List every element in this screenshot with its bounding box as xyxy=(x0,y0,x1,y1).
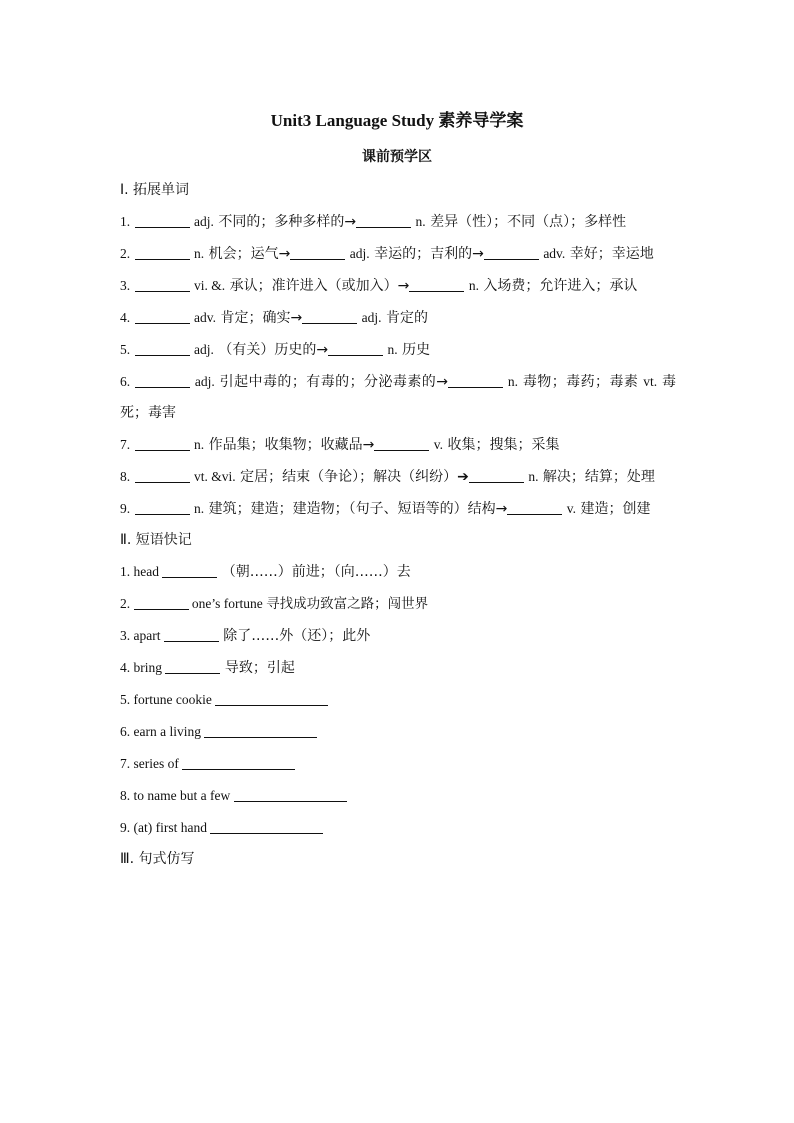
section-heading-sentences: Ⅲ. 句式仿写 xyxy=(120,851,195,867)
page-title: Unit3 Language Study 素养导学案 xyxy=(270,111,524,130)
answer-blank[interactable] xyxy=(135,468,190,483)
answer-blank[interactable] xyxy=(182,755,295,770)
answer-blank[interactable] xyxy=(374,436,429,451)
word-item-6: 6. adj. 引起中毒的；有毒的；分泌毒素的→ n. 毒物；毒药；毒素 vt. 毒死；毒害 xyxy=(120,374,676,421)
answer-blank[interactable] xyxy=(135,277,190,292)
section-heading-words: I. 拓展单词 xyxy=(120,182,190,198)
phrase-item-6: 6. earn a living xyxy=(120,716,676,748)
answer-blank[interactable] xyxy=(484,245,539,260)
answer-blank[interactable] xyxy=(448,373,503,388)
answer-blank[interactable] xyxy=(135,500,190,515)
answer-blank[interactable] xyxy=(135,341,190,356)
answer-blank[interactable] xyxy=(135,436,190,451)
phrase-item-3: 3. apart 除了……外（还）；此外 xyxy=(120,628,371,644)
answer-blank[interactable] xyxy=(507,500,562,515)
worksheet-content xyxy=(120,175,676,875)
answer-blank[interactable] xyxy=(302,309,357,324)
answer-blank[interactable] xyxy=(409,277,464,292)
phrase-item-5: 5. fortune cookie xyxy=(120,684,676,716)
phrase-item-2: 2. one’s fortune 寻找成功致富之路；闯世界 xyxy=(120,596,429,611)
answer-blank[interactable] xyxy=(134,595,189,610)
answer-blank[interactable] xyxy=(135,213,190,228)
phrase-item-4: 4. bring 导致；引起 xyxy=(120,660,295,676)
answer-blank[interactable] xyxy=(135,373,190,388)
section-heading-phrases: Ⅱ. 短语快记 xyxy=(120,532,192,548)
answer-blank[interactable] xyxy=(135,309,190,324)
word-item-4: 4. adv. 肯定；确实→ adj. 肯定的 xyxy=(120,310,428,326)
answer-blank[interactable] xyxy=(164,627,219,642)
answer-blank[interactable] xyxy=(204,723,317,738)
phrase-item-8: 8. to name but a few xyxy=(120,780,676,812)
phrase-item-7: 7. series of xyxy=(120,748,676,780)
page-subtitle: 课前预学区 xyxy=(362,149,432,165)
word-item-2: 2. n. 机会；运气→ adj. 幸运的；吉利的→ adv. 幸好；幸运地 xyxy=(120,246,654,262)
answer-blank[interactable] xyxy=(290,245,345,260)
answer-blank[interactable] xyxy=(328,341,383,356)
word-item-9: 9. n. 建筑；建造；建造物；（句子、短语等的）结构→ v. 建造；创建 xyxy=(120,501,651,517)
word-item-8: 8. vt. &vi. 定居；结束（争论）；解决（纠纷）➔ n. 解决；结算；处理 xyxy=(120,469,655,485)
answer-blank[interactable] xyxy=(135,245,190,260)
answer-blank[interactable] xyxy=(356,213,411,228)
answer-blank[interactable] xyxy=(234,787,347,802)
answer-blank[interactable] xyxy=(469,468,524,483)
phrase-item-1: 1. head （朝……）前进；（向……）去 xyxy=(120,564,411,580)
phrase-item-9: 9. (at) first hand xyxy=(120,812,676,844)
answer-blank[interactable] xyxy=(215,691,328,706)
word-item-7: 7. n. 作品集；收集物；收藏品→ v. 收集；搜集；采集 xyxy=(120,437,560,453)
word-item-1: 1. adj. 不同的；多种多样的→ n. 差异（性）；不同（点）；多样性 xyxy=(120,214,627,230)
answer-blank[interactable] xyxy=(210,819,323,834)
word-item-3: 3. vi. &. 承认；准许进入（或加入）→ n. 入场费；允许进入；承认 xyxy=(120,278,638,294)
answer-blank[interactable] xyxy=(165,659,220,674)
word-item-5: 5. adj. （有关）历史的→ n. 历史 xyxy=(120,342,431,358)
answer-blank[interactable] xyxy=(162,563,217,578)
